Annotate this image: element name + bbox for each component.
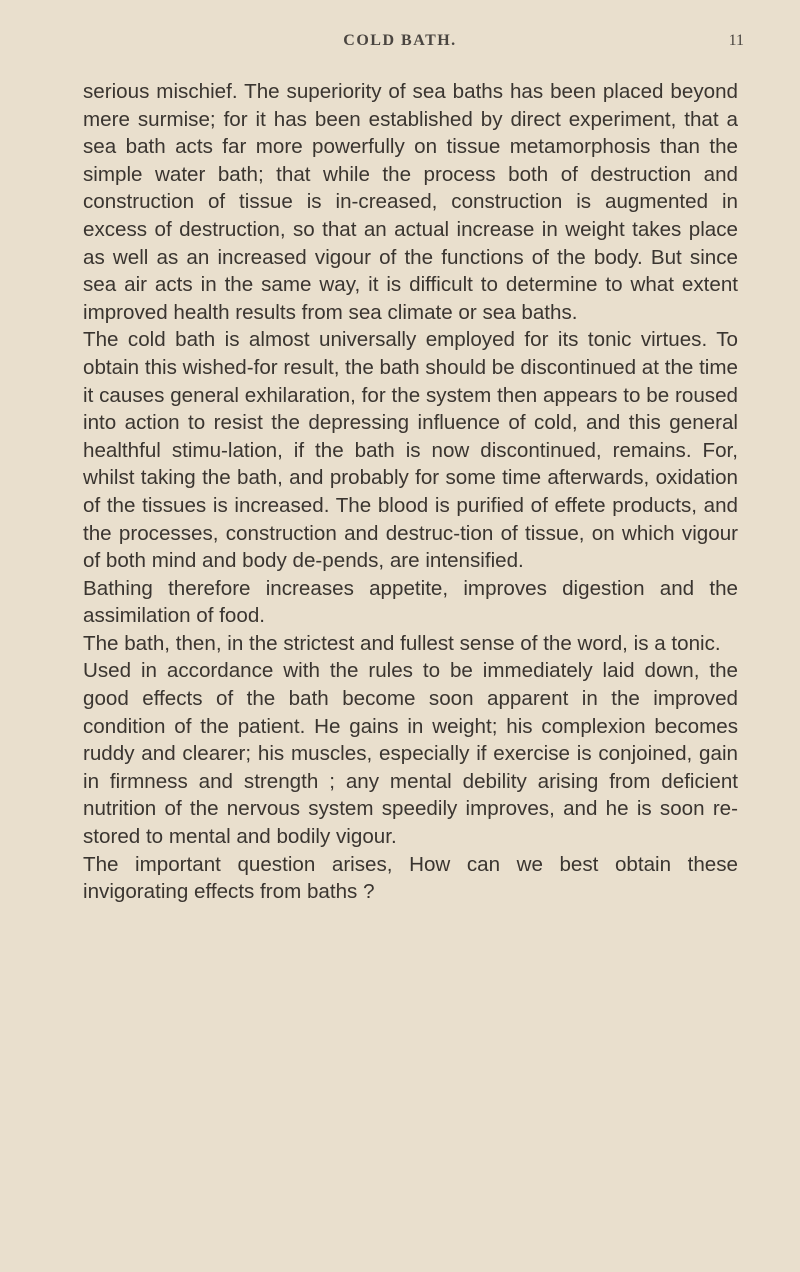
- paragraph: Used in accordance with the rules to be immediately laid down, the good effects of the bath become soon apparent in the improved condition of the patient. He gains in weight; his complexion becomes ruddy and clearer; his muscles, especially if exercise is conjoined, gain in firmness and strength ; any mental debility arising from deficient nutrition of the nervous system speedily improves, and he is soon re-stored to mental and bodily vigour.: [83, 659, 738, 849]
- page-number: 11: [728, 32, 744, 49]
- body-text: [83, 78, 738, 906]
- paragraph: The cold bath is almost universally employed for its tonic virtues. To obtain this wished-for result, the bath should be discontinued at the time it causes general exhilaration, for the system then appears to be roused into action to resist the depressing influence of cold, and this general healthful stimu-lation, if the bath is now discontinued, remains. For, whilst taking the bath, and probably for some time afterwards, oxidation of the tissues is increased. The blood is purified of effete products, and the processes, construction and destruc-tion of tissue, on which vigour of both mind and body de-pends, are intensified.: [83, 328, 738, 573]
- running-title: COLD BATH.: [343, 32, 457, 49]
- paragraph: The bath, then, in the strictest and fullest sense of the word, is a tonic.: [83, 631, 721, 655]
- paragraph: Bathing therefore increases appetite, improves digestion and the assimilation of food.: [83, 576, 738, 628]
- paragraph: serious mischief. The superiority of sea baths has been placed beyond mere surmise; for it has been established by direct experiment, that a sea bath acts far more powerfully on tissue metamorphosis than the simple water bath; that while the process both of destruction and construction of tissue is in-creased, construction is augmented in excess of destruction, so that an actual increase in weight takes place as well as an increased vigour of the functions of the body. But since sea air acts in the same way, it is difficult to determine to what extent improved health results from sea climate or sea baths.: [83, 80, 738, 324]
- page-header: [0, 32, 800, 56]
- paragraph: The important question arises, How can we best obtain these invigorating effects from baths ?: [83, 852, 738, 904]
